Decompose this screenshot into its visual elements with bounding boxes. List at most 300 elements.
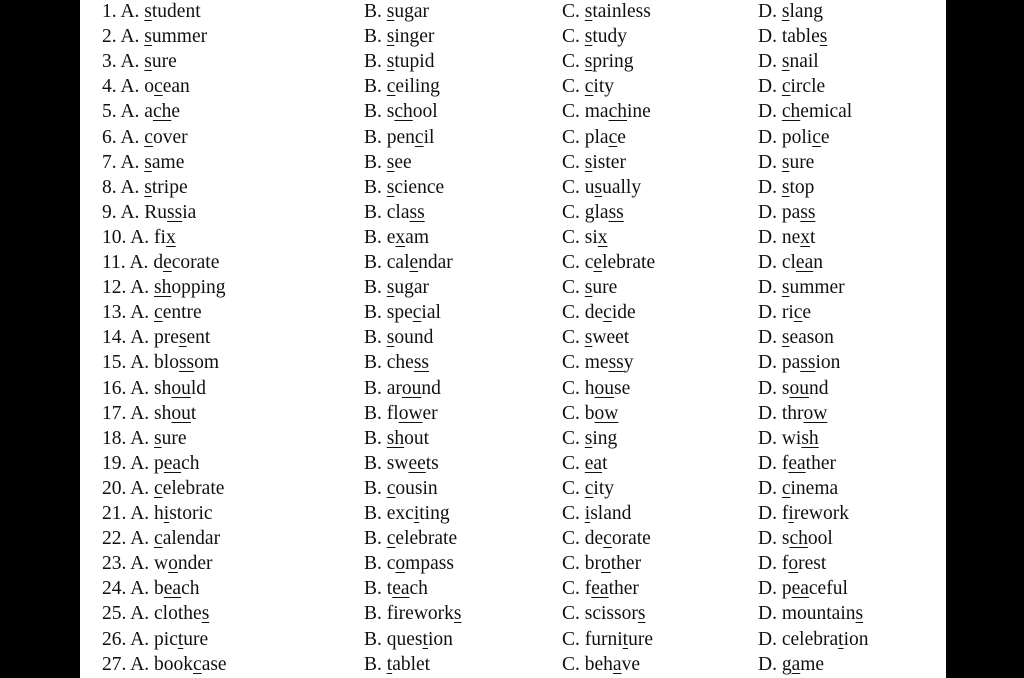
option-b	[364, 276, 429, 300]
underlined-letters: s	[201, 603, 210, 625]
word-suffix: cience	[394, 176, 445, 198]
option-c	[562, 452, 608, 476]
underlined-letters: ss	[178, 352, 195, 374]
word-prefix: exc	[386, 503, 414, 524]
exercise-sheet	[80, 0, 946, 678]
word-prefix: scissor	[584, 603, 638, 625]
question-row	[80, 628, 946, 653]
word-prefix: cl	[781, 252, 796, 273]
option-b	[364, 50, 434, 74]
option-letter: B.	[364, 377, 382, 399]
question-number: 20.	[102, 477, 127, 499]
option-a	[102, 25, 207, 49]
question-row	[80, 653, 946, 678]
word-suffix: ch	[181, 578, 200, 600]
underlined-letters: i	[788, 503, 794, 524]
word-prefix: table	[781, 26, 820, 48]
word-prefix: firework	[386, 603, 454, 625]
option-d	[758, 653, 824, 677]
word-prefix: ar	[386, 377, 402, 399]
underlined-letters: ss	[413, 352, 430, 374]
word-suffix: ion	[427, 628, 453, 650]
underlined-letters: c	[584, 477, 594, 499]
word-suffix: entre	[162, 302, 202, 324]
underlined-letters: c	[386, 528, 396, 550]
question-number: 11.	[102, 252, 126, 273]
underlined-letters: ea	[788, 452, 806, 474]
underlined-letters: s	[584, 427, 593, 449]
underlined-letters: c	[781, 477, 791, 499]
word-prefix: f	[781, 452, 789, 474]
option-c	[562, 226, 608, 250]
option-c	[562, 301, 636, 325]
word-prefix: ne	[781, 226, 801, 248]
question-row	[80, 176, 946, 201]
word-suffix: ia	[182, 201, 197, 223]
option-letter: A.	[130, 653, 150, 675]
underlined-letters: s	[386, 176, 395, 198]
word-prefix: g	[781, 653, 792, 675]
option-b	[364, 452, 439, 476]
option-b	[364, 427, 429, 451]
option-c	[562, 502, 631, 526]
underlined-letters: s	[386, 277, 395, 299]
option-d	[758, 151, 814, 175]
option-a	[102, 502, 213, 526]
underlined-letters: s	[144, 151, 152, 173]
word-suffix: ther	[610, 553, 642, 575]
option-d	[758, 0, 823, 24]
option-b	[364, 577, 428, 601]
option-letter: C.	[562, 151, 580, 173]
word-prefix: c	[386, 553, 396, 575]
option-a	[102, 602, 209, 626]
question-row	[80, 276, 946, 301]
option-b	[364, 126, 434, 150]
option-letter: C.	[562, 628, 580, 650]
word-prefix: blo	[154, 352, 179, 374]
word-suffix: ister	[592, 151, 626, 173]
question-row	[80, 25, 946, 50]
option-letter: D.	[758, 327, 777, 349]
question-row	[80, 577, 946, 602]
option-letter: C.	[562, 101, 580, 123]
option-d	[758, 577, 848, 601]
option-letter: B.	[364, 427, 382, 449]
word-suffix: ound	[394, 327, 434, 349]
word-prefix: u	[584, 176, 595, 198]
question-number: 7.	[102, 151, 117, 173]
option-letter: B.	[364, 302, 382, 324]
word-suffix: t	[810, 226, 816, 248]
underlined-letters: ss	[409, 201, 425, 223]
word-suffix: ity	[593, 477, 615, 499]
word-suffix: ion	[815, 352, 841, 374]
word-prefix: sh	[154, 377, 172, 399]
word-prefix: f	[584, 578, 592, 600]
word-prefix: a	[144, 101, 153, 123]
question-number: 15.	[102, 352, 127, 374]
underlined-letters: o	[395, 553, 406, 575]
word-suffix: ee	[394, 151, 412, 173]
word-suffix: ummer	[151, 26, 208, 48]
option-b	[364, 301, 441, 325]
option-b	[364, 326, 433, 350]
option-b	[364, 377, 441, 401]
underlined-letters: s	[453, 603, 462, 625]
underlined-letters: o	[788, 553, 799, 575]
underlined-letters: x	[165, 226, 176, 248]
question-row	[80, 201, 946, 226]
option-c	[562, 100, 651, 124]
question-number: 23.	[102, 553, 127, 575]
option-letter: B.	[364, 51, 382, 73]
word-prefix: w	[154, 553, 169, 575]
word-prefix: br	[584, 553, 602, 575]
option-letter: C.	[562, 427, 580, 449]
underlined-letters: i	[163, 503, 170, 524]
word-prefix: cla	[386, 201, 410, 223]
underlined-letters: ch	[608, 101, 627, 123]
underlined-letters: s	[594, 176, 603, 198]
underlined-letters: ch	[394, 101, 413, 123]
question-row	[80, 402, 946, 427]
word-suffix: nd	[808, 377, 829, 399]
word-suffix: ch	[409, 578, 428, 600]
option-c	[562, 151, 626, 175]
option-letter: B.	[364, 76, 382, 98]
option-b	[364, 251, 453, 275]
option-letter: D.	[758, 553, 777, 575]
option-d	[758, 100, 852, 124]
underlined-letters: ea	[163, 452, 182, 474]
option-letter: D.	[758, 201, 777, 223]
underlined-letters: x	[597, 226, 608, 248]
question-row	[80, 477, 946, 502]
option-d	[758, 427, 819, 451]
question-row	[80, 75, 946, 100]
question-row	[80, 377, 946, 402]
option-letter: A.	[130, 578, 150, 600]
option-letter: A.	[120, 26, 140, 48]
option-d	[758, 628, 868, 652]
word-prefix: h	[154, 503, 164, 524]
option-a	[102, 351, 219, 375]
option-letter: C.	[562, 252, 580, 273]
option-letter: C.	[562, 503, 580, 524]
word-suffix: opping	[171, 277, 226, 299]
option-letter: C.	[562, 277, 580, 299]
word-prefix: fi	[154, 226, 166, 248]
underlined-letters: s	[154, 427, 162, 449]
option-letter: B.	[364, 653, 382, 675]
underlined-letters: s	[584, 277, 593, 299]
option-c	[562, 577, 639, 601]
underlined-letters: a	[612, 653, 622, 675]
word-prefix: de	[584, 302, 604, 324]
word-prefix: cal	[386, 252, 410, 273]
option-letter: B.	[364, 277, 382, 299]
word-suffix: ial	[421, 302, 441, 324]
underlined-letters: c	[144, 126, 153, 148]
word-prefix: h	[584, 377, 595, 399]
option-d	[758, 351, 840, 375]
word-suffix: weet	[592, 327, 630, 349]
option-letter: D.	[758, 126, 777, 148]
underlined-letters: s	[584, 26, 593, 48]
word-suffix: ure	[151, 51, 177, 73]
option-c	[562, 75, 614, 99]
underlined-letters: c	[154, 528, 163, 550]
underlined-letters: c	[793, 302, 803, 324]
option-letter: A.	[120, 51, 140, 73]
option-letter: D.	[758, 176, 777, 198]
underlined-letters: c	[812, 126, 821, 148]
option-c	[562, 552, 641, 576]
underlined-letters: ea	[163, 578, 182, 600]
word-suffix: top	[789, 176, 815, 198]
word-prefix: pic	[154, 628, 178, 650]
option-letter: B.	[364, 1, 382, 22]
underlined-letters: c	[781, 76, 791, 98]
option-letter: C.	[562, 553, 580, 575]
underlined-letters: ea	[591, 578, 609, 600]
underlined-letters: ea	[392, 578, 410, 600]
word-suffix: ent	[186, 327, 211, 349]
word-suffix: ugar	[394, 277, 430, 299]
word-suffix: lebrate	[602, 252, 656, 273]
option-letter: A.	[130, 377, 150, 399]
option-letter: C.	[562, 176, 580, 198]
option-a	[102, 427, 187, 451]
word-suffix: eiling	[395, 76, 440, 98]
underlined-letters: c	[603, 528, 612, 550]
word-suffix: tupid	[394, 51, 435, 73]
question-number: 3.	[102, 51, 117, 73]
option-letter: D.	[758, 151, 777, 173]
underlined-letters: ow	[803, 402, 828, 424]
underlined-letters: s	[781, 51, 790, 73]
option-letter: D.	[758, 226, 777, 248]
option-c	[562, 628, 653, 652]
option-a	[102, 276, 226, 300]
option-letter: D.	[758, 26, 777, 48]
underlined-letters: ou	[401, 377, 422, 399]
underlined-letters: sh	[801, 427, 819, 449]
option-letter: B.	[364, 352, 382, 374]
option-letter: D.	[758, 51, 777, 73]
underlined-letters: c	[603, 302, 612, 324]
option-letter: D.	[758, 76, 777, 98]
option-letter: A.	[130, 352, 150, 374]
underlined-letters: s	[386, 151, 395, 173]
word-prefix: mountain	[781, 603, 856, 625]
question-row	[80, 351, 946, 376]
underlined-letters: ou	[789, 377, 809, 399]
option-letter: C.	[562, 302, 580, 324]
option-b	[364, 628, 453, 652]
option-b	[364, 552, 454, 576]
option-letter: A.	[120, 1, 140, 22]
underlined-letters: s	[781, 151, 790, 173]
word-suffix: elebrate	[162, 477, 225, 499]
option-b	[364, 151, 412, 175]
option-a	[102, 0, 201, 24]
option-letter: C.	[562, 477, 580, 499]
word-suffix: ther	[805, 452, 836, 474]
word-suffix: ld	[190, 377, 207, 399]
underlined-letters: x	[395, 226, 406, 248]
word-suffix: tainless	[592, 1, 651, 22]
question-row	[80, 326, 946, 351]
word-suffix: e	[617, 126, 626, 148]
word-suffix: il	[423, 126, 435, 148]
underlined-letters: s	[781, 1, 790, 22]
option-letter: A.	[130, 528, 150, 550]
option-a	[102, 251, 219, 275]
word-prefix: b	[584, 402, 595, 424]
option-a	[102, 577, 200, 601]
word-suffix: emical	[800, 101, 853, 123]
word-suffix: ure	[183, 628, 209, 650]
option-c	[562, 377, 630, 401]
word-suffix: tudy	[592, 26, 628, 48]
option-letter: D.	[758, 503, 777, 524]
option-letter: D.	[758, 578, 777, 600]
word-prefix: f	[781, 553, 789, 575]
word-suffix: corate	[171, 252, 220, 273]
option-letter: A.	[129, 252, 149, 273]
question-number: 13.	[102, 302, 127, 324]
word-prefix: furni	[584, 628, 623, 650]
word-prefix: d	[153, 252, 164, 273]
option-letter: B.	[364, 578, 382, 600]
underlined-letters: ou	[171, 377, 191, 399]
option-a	[102, 653, 227, 677]
word-prefix: pa	[781, 352, 801, 374]
underlined-letters: ch	[152, 101, 172, 123]
option-d	[758, 301, 811, 325]
option-b	[364, 602, 462, 626]
option-letter: A.	[130, 553, 150, 575]
option-d	[758, 552, 826, 576]
word-suffix: mpass	[405, 553, 454, 575]
option-c	[562, 201, 624, 225]
underlined-letters: s	[386, 51, 395, 73]
option-b	[364, 0, 429, 24]
underlined-letters: ou	[171, 402, 191, 424]
option-letter: C.	[562, 528, 580, 550]
word-prefix: spe	[386, 302, 413, 324]
option-a	[102, 50, 177, 74]
option-letter: C.	[562, 327, 580, 349]
word-prefix: o	[144, 76, 155, 98]
option-letter: A.	[120, 76, 140, 98]
word-suffix: ablet	[392, 653, 431, 675]
word-suffix: om	[194, 352, 220, 374]
option-letter: D.	[758, 452, 777, 474]
word-suffix: sland	[590, 503, 632, 524]
option-b	[364, 402, 438, 426]
word-suffix: rework	[793, 503, 849, 524]
word-suffix: e	[802, 302, 812, 324]
word-prefix: p	[781, 578, 792, 600]
word-prefix: sw	[386, 452, 409, 474]
option-letter: C.	[562, 1, 580, 22]
option-letter: A.	[130, 452, 150, 474]
word-prefix: de	[584, 528, 604, 550]
option-letter: A.	[130, 628, 150, 650]
underlined-letters: i	[584, 503, 591, 524]
word-prefix: s	[781, 528, 790, 550]
underlined-letters: c	[154, 76, 163, 98]
option-letter: D.	[758, 427, 777, 449]
option-b	[364, 527, 457, 551]
word-prefix: che	[386, 352, 414, 374]
underlined-letters: s	[584, 151, 593, 173]
option-letter: A.	[130, 277, 150, 299]
underlined-letters: s	[144, 26, 152, 48]
word-suffix: ine	[627, 101, 651, 123]
option-d	[758, 25, 827, 49]
underlined-letters: o	[168, 553, 178, 575]
underlined-letters: t	[422, 628, 428, 650]
underlined-letters: c	[386, 477, 396, 499]
question-row	[80, 427, 946, 452]
word-prefix: pen	[386, 126, 415, 148]
option-letter: B.	[364, 503, 382, 524]
word-suffix: se	[614, 377, 631, 399]
option-a	[102, 477, 224, 501]
word-suffix: t	[190, 402, 197, 424]
option-d	[758, 452, 836, 476]
underlined-letters: ss	[800, 352, 816, 374]
underlined-letters: s	[144, 176, 152, 198]
underlined-letters: ch	[781, 101, 801, 123]
underlined-letters: ou	[594, 377, 615, 399]
option-letter: B.	[364, 126, 382, 148]
word-suffix: ure	[592, 277, 618, 299]
word-suffix: inger	[394, 26, 435, 48]
word-prefix: Ru	[144, 201, 168, 223]
word-suffix: ugar	[394, 1, 430, 22]
option-c	[562, 126, 626, 150]
option-c	[562, 427, 617, 451]
question-row	[80, 251, 946, 276]
option-letter: B.	[364, 553, 382, 575]
word-suffix: eason	[789, 327, 834, 349]
option-letter: D.	[758, 402, 777, 424]
option-letter: B.	[364, 477, 382, 499]
underlined-letters: ee	[408, 452, 426, 474]
question-row	[80, 602, 946, 627]
underlined-letters: s	[584, 1, 593, 22]
option-letter: B.	[364, 101, 382, 123]
option-d	[758, 527, 833, 551]
word-prefix: pa	[781, 201, 801, 223]
word-suffix: ndar	[418, 252, 453, 273]
option-letter: C.	[562, 126, 580, 148]
underlined-letters: s	[637, 603, 646, 625]
word-suffix: lang	[789, 1, 824, 22]
underlined-letters: ss	[800, 201, 816, 223]
question-number: 22.	[102, 528, 127, 550]
question-number: 19.	[102, 452, 127, 474]
option-letter: B.	[364, 327, 382, 349]
option-d	[758, 251, 823, 275]
option-letter: D.	[758, 277, 777, 299]
underlined-letters: ss	[608, 201, 624, 223]
